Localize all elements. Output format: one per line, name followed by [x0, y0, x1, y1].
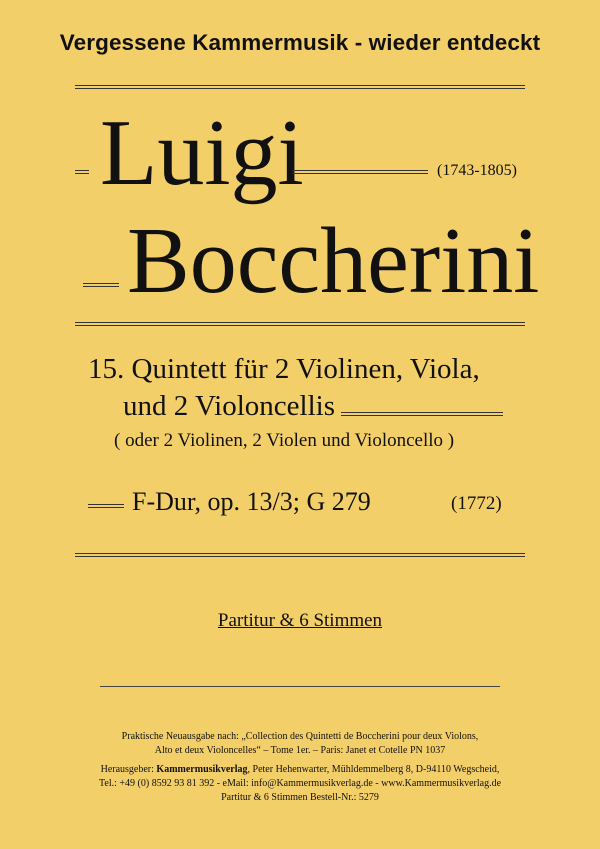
parts-label: Partitur & 6 Stimmen — [217, 610, 383, 631]
divider — [75, 85, 525, 89]
work-title-line1: 15. Quintett für 2 Violinen, Viola, — [88, 353, 480, 385]
composer-last-name: Boccherini — [127, 209, 540, 313]
series-title: Vergessene Kammermusik - wieder entdeckt — [59, 30, 541, 55]
publisher-line — [40, 763, 560, 777]
work-key-catalog: F-Dur, op. 13/3; G 279 — [132, 487, 371, 516]
publisher-address: , Peter Hehenwarter, Mühldemmelberg 8, D-94110 Wegscheid, — [247, 764, 500, 775]
order-number: Partitur & 6 Stimmen Bestell-Nr.: 5279 — [221, 792, 379, 803]
publisher-prefix: Herausgeber: — [100, 764, 157, 775]
composer-dates: (1743-1805) — [437, 162, 517, 179]
publisher-name: Kammermusikverlag — [156, 764, 248, 775]
divider — [100, 686, 500, 687]
divider — [292, 170, 428, 174]
work-year: (1772) — [451, 493, 502, 514]
source-line-1: Praktische Neuausgabe nach: „Collection des Quintetti de Boccherini pour deux Violons, — [121, 731, 479, 742]
work-title-line2: und 2 Violoncellis — [123, 390, 335, 422]
divider — [75, 170, 89, 174]
composer-first-name: Luigi — [100, 101, 304, 205]
divider — [88, 504, 124, 508]
divider — [75, 553, 525, 557]
contact-line: Tel.: +49 (0) 8592 93 81 392 - eMail: info@Kammermusikverlag.de - www.Kammermusikverlag.de — [98, 778, 502, 789]
divider — [341, 412, 503, 416]
work-alt-scoring: ( oder 2 Violinen, 2 Violen und Violoncello ) — [114, 430, 455, 451]
divider — [83, 283, 119, 287]
source-line-2: Alto et deux Violoncelles“ – Tome 1er. – Paris: Janet et Cotelle PN 1037 — [154, 745, 446, 756]
divider — [75, 322, 525, 326]
